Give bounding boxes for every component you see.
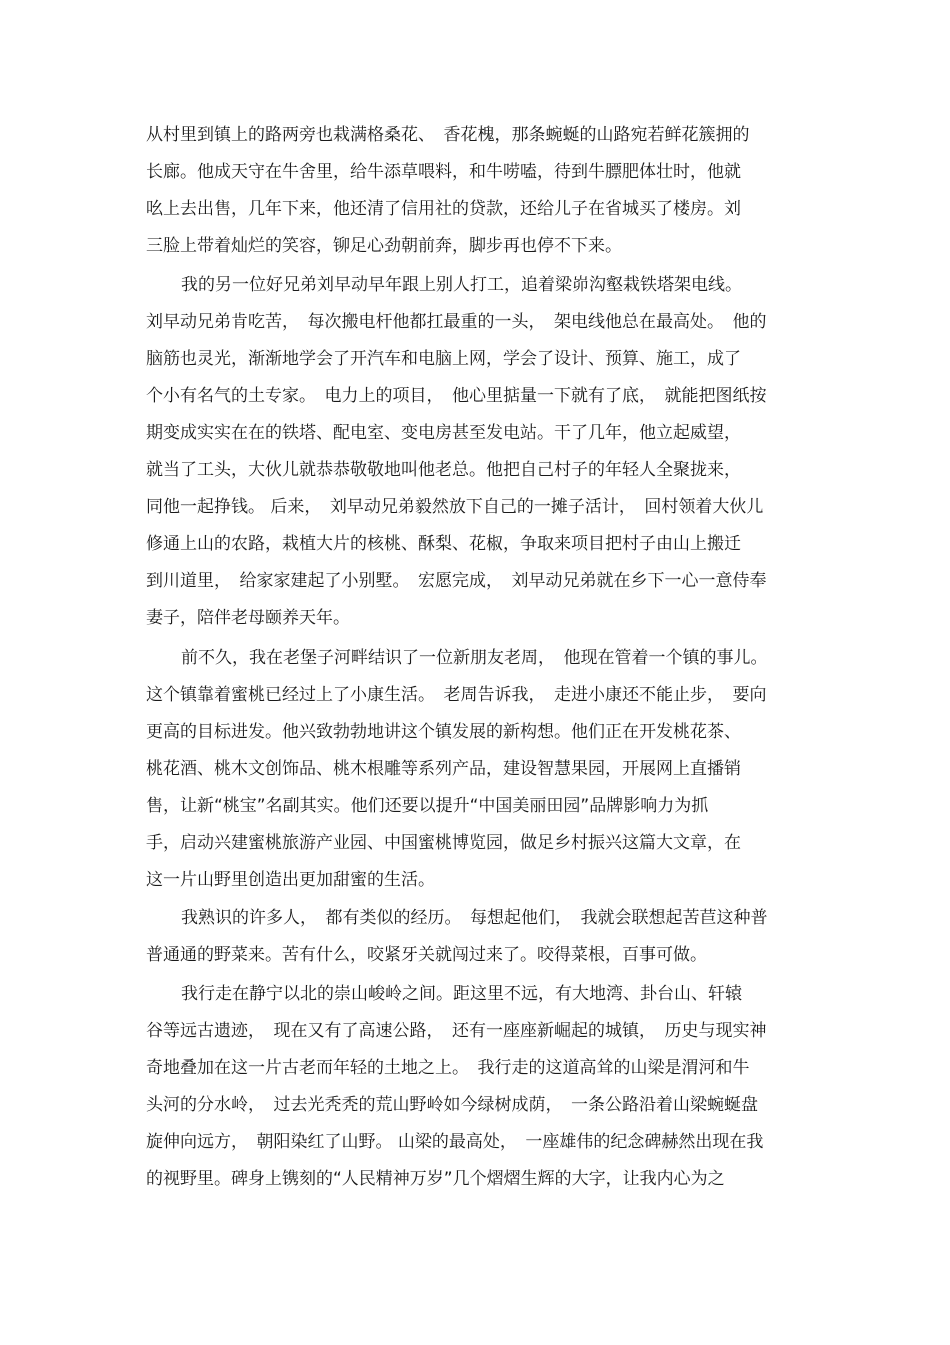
text-line: 奇地叠加在这一片古老而年轻的土地之上。 我行走的这道高耸的山梁是渭河和牛: [146, 1058, 750, 1078]
text-line: 同他一起挣钱。 后来， 刘早动兄弟毅然放下自己的一摊子活计， 回村领着大伙儿: [146, 497, 764, 517]
text-line: 妻子，陪伴老母颐养天年。: [146, 608, 350, 628]
paragraph-first-line: 前不久，我在老堡子河畔结识了一位新朋友老周， 他现在管着一个镇的事儿。: [181, 648, 768, 668]
text-line: 普通通的野菜来。苦有什么，咬紧牙关就闯过来了。咬得菜根，百事可做。: [146, 945, 707, 965]
text-line: 从村里到镇上的路两旁也栽满格桑花、 香花槐，那条蜿蜒的山路宛若鲜花簇拥的: [146, 125, 750, 145]
text-line: 桃花酒、桃木文创饰品、桃木根雕等系列产品，建设智慧果园，开展网上直播销: [146, 759, 741, 779]
text-line: 谷等远古遗迹， 现在又有了高速公路， 还有一座座新崛起的城镇， 历史与现实神: [146, 1021, 767, 1041]
text-line: 刘早动兄弟肯吃苦， 每次搬电杆他都扛最重的一头， 架电线他总在最高处。 他的: [146, 312, 767, 332]
text-line: 脑筋也灵光，渐渐地学会了开汽车和电脑上网，学会了设计、预算、施工，成了: [146, 349, 741, 369]
paragraph-first-line: 我熟识的许多人， 都有类似的经历。 每想起他们， 我就会联想起苦苣这种普: [181, 908, 768, 928]
paragraph-first-line: 我行走在静宁以北的崇山峻岭之间。距这里不远，有大地湾、卦台山、轩辕: [181, 984, 742, 1004]
text-line: 期变成实实在在的铁塔、配电室、变电房甚至发电站。干了几年，他立起威望，: [146, 423, 741, 443]
text-line: 头河的分水岭， 过去光秃秃的荒山野岭如今绿树成荫， 一条公路沿着山梁蜿蜒盘: [146, 1095, 758, 1115]
text-line: 修通上山的农路，栽植大片的核桃、酥梨、花椒，争取来项目把村子由山上搬迁: [146, 534, 741, 554]
text-line: 的视野里。碑身上镌刻的“人民精神万岁”几个熠熠生辉的大字，让我内心为之: [146, 1169, 725, 1189]
text-line: 长廊。他成天守在牛舍里，给牛添草喂料，和牛唠嗑，待到牛膘肥体壮时，他就: [146, 162, 741, 182]
text-line: 吆上去出售，几年下来，他还清了信用社的贷款，还给儿子在省城买了楼房。刘: [146, 199, 741, 219]
text-line: 就当了工头，大伙儿就恭恭敬敬地叫他老总。他把自己村子的年轻人全聚拢来，: [146, 460, 741, 480]
text-line: 个小有名气的土专家。 电力上的项目， 他心里掂量一下就有了底， 就能把图纸按: [146, 386, 767, 406]
text-line: 这个镇靠着蜜桃已经过上了小康生活。 老周告诉我， 走进小康还不能止步， 要向: [146, 685, 767, 705]
text-line: 三脸上带着灿烂的笑容，铆足心劲朝前奔，脚步再也停不下来。: [146, 236, 622, 256]
text-line: 更高的目标进发。他兴致勃勃地讲这个镇发展的新构想。他们正在开发桃花茶、: [146, 722, 741, 742]
text-line: 手，启动兴建蜜桃旅游产业园、中国蜜桃博览园，做足乡村振兴这篇大文章，在: [146, 833, 741, 853]
text-line: 旋伸向远方， 朝阳染红了山野。 山梁的最高处， 一座雄伟的纪念碑赫然出现在我: [146, 1132, 764, 1152]
text-line: 到川道里， 给家家建起了小别墅。 宏愿完成， 刘早动兄弟就在乡下一心一意侍奉: [146, 571, 767, 591]
paragraph-first-line: 我的另一位好兄弟刘早动早年跟上别人打工，追着梁峁沟壑栽铁塔架电线。: [181, 275, 742, 295]
text-line: 售，让新“桃宝”名副其实。他们还要以提升“中国美丽田园”品牌影响力为抓: [146, 796, 709, 816]
text-line: 这一片山野里创造出更加甜蜜的生活。: [146, 870, 435, 890]
